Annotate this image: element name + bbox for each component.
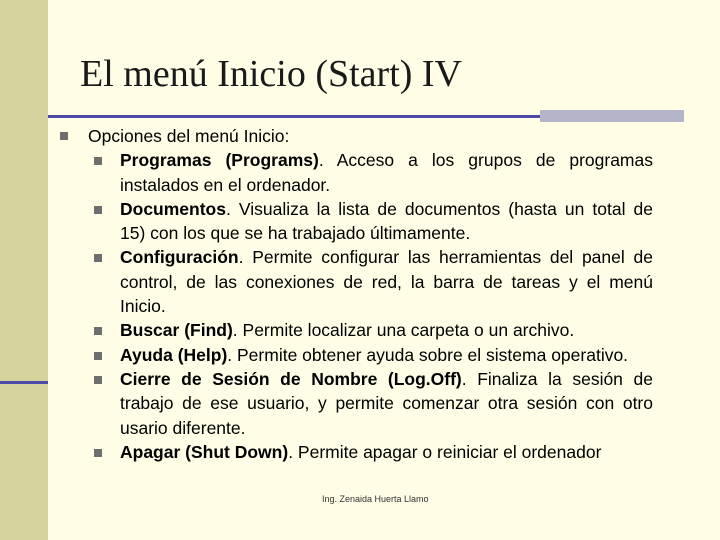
slide-title: El menú Inicio (Start) IV xyxy=(80,53,463,95)
item-text: . Permite obtener ayuda sobre el sistema operativo. xyxy=(227,344,629,365)
list-item-cierre-sesion xyxy=(120,367,653,440)
list-item-ayuda xyxy=(120,343,653,367)
intro-text: Opciones del menú Inicio: xyxy=(88,126,290,146)
list-item-buscar xyxy=(120,318,653,342)
list-item-programas xyxy=(120,148,653,197)
item-term: Cierre de Sesión de Nombre (Log.Off) xyxy=(120,368,462,389)
item-text: . Visualiza la lista de documentos (hasta un total de 15) con los que se ha trabajado últimamente. xyxy=(120,198,653,244)
title-underline xyxy=(48,115,540,118)
square-bullet-icon xyxy=(94,327,102,335)
list-item-configuracion xyxy=(120,245,653,318)
square-bullet-icon xyxy=(94,376,102,384)
left-band-rule xyxy=(0,381,48,384)
item-term: Configuración xyxy=(120,247,239,268)
item-term: Buscar (Find) xyxy=(120,320,233,341)
list-item-documentos xyxy=(120,197,653,246)
item-term: Apagar (Shut Down) xyxy=(120,441,289,462)
square-bullet-icon xyxy=(94,206,102,214)
item-term: Programas (Programs) xyxy=(120,150,319,171)
square-bullet-icon xyxy=(60,132,68,140)
author-watermark: Ing. Zenaida Huerta Llamo xyxy=(322,494,429,504)
title-underline-accent xyxy=(540,110,684,122)
item-term: Ayuda (Help) xyxy=(120,344,228,365)
list-item-apagar xyxy=(120,440,653,464)
square-bullet-icon xyxy=(94,449,102,457)
square-bullet-icon xyxy=(94,352,102,360)
square-bullet-icon xyxy=(94,254,102,262)
item-text: . Acceso a los grupos de programas instalados en el ordenador. xyxy=(120,150,653,195)
item-text: . Permite localizar una carpeta o un archivo. xyxy=(232,320,575,341)
left-decorative-band xyxy=(0,0,48,540)
item-text: . Permite configurar las herramientas del panel de control, de las conexiones de red, la barra de tareas y el menú Inicio. xyxy=(120,247,653,317)
item-text: . Permite apagar o reiniciar el ordenador xyxy=(288,441,602,462)
square-bullet-icon xyxy=(94,157,102,165)
item-term: Documentos xyxy=(120,198,226,219)
slide-content xyxy=(60,124,660,464)
intro-list-item xyxy=(60,124,660,148)
item-text: . Finaliza la sesión de trabajo de ese usuario, y permite comenzar otra sesión con otro usario diferente. xyxy=(120,368,653,438)
